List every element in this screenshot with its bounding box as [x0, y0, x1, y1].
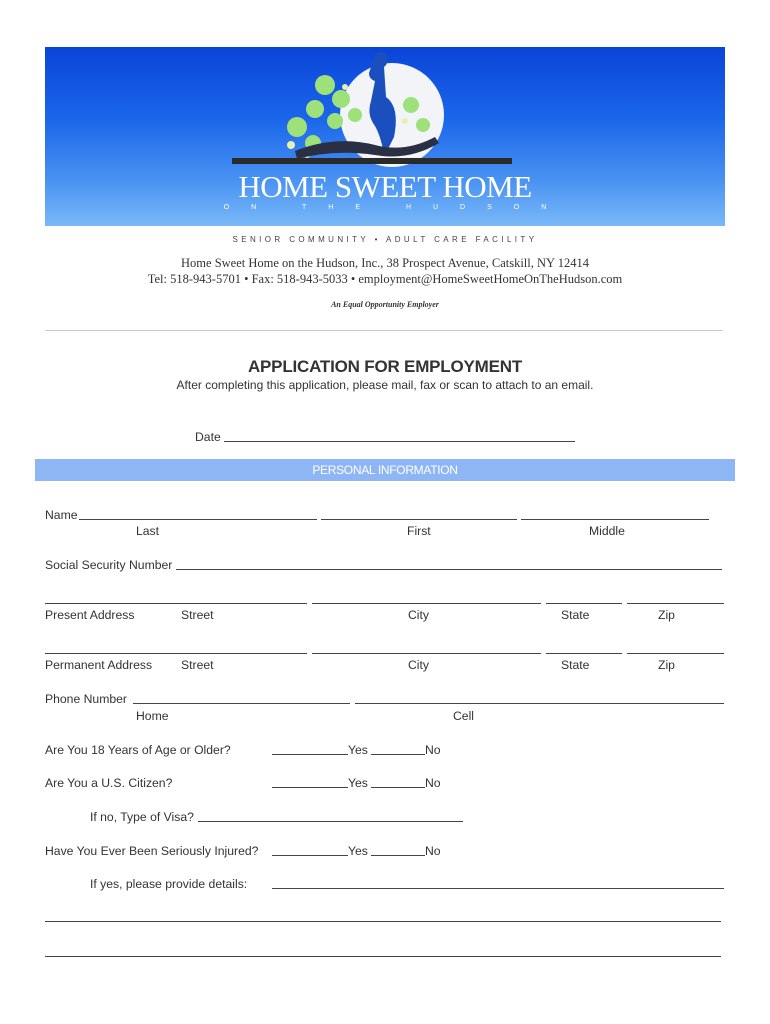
permanent-state-caption: State [561, 658, 590, 672]
injury-details-field-2[interactable] [45, 921, 721, 922]
visa-type-field[interactable] [198, 821, 463, 822]
permanent-city-field[interactable] [312, 653, 541, 654]
contact-line: Tel: 518-943-5701 • Fax: 518-943-5033 • employment@HomeSweetHomeOnTheHudson.com [147, 272, 623, 286]
citizen-yes-field[interactable] [272, 787, 348, 788]
citizen-no-field[interactable] [371, 787, 425, 788]
permanent-state-field[interactable] [546, 653, 622, 654]
present-state-caption: State [561, 608, 590, 622]
cell-phone-field[interactable] [355, 703, 724, 704]
present-city-field[interactable] [312, 603, 541, 604]
age-yes-label: Yes [348, 743, 368, 757]
equal-opportunity-note: An Equal Opportunity Employer [331, 300, 439, 309]
home-caption: Home [136, 709, 169, 723]
present-city-caption: City [408, 608, 429, 622]
present-state-field[interactable] [546, 603, 622, 604]
divider [45, 330, 723, 331]
visa-question: If no, Type of Visa? [90, 810, 194, 824]
citizen-yes-label: Yes [348, 776, 368, 790]
age-no-field[interactable] [371, 754, 425, 755]
header-banner [45, 47, 725, 226]
first-caption: First [407, 524, 431, 538]
instructions: After completing this application, please mail, fax or scan to attach to an email. [176, 378, 594, 392]
injury-no-field[interactable] [371, 855, 425, 856]
present-zip-caption: Zip [658, 608, 675, 622]
present-address-label: Present Address [45, 608, 135, 622]
first-name-field[interactable] [321, 519, 517, 520]
brand-subtitle: ON THE HUDSON [223, 204, 569, 211]
permanent-city-caption: City [408, 658, 429, 672]
address-line: Home Sweet Home on the Hudson, Inc., 38 Prospect Avenue, Catskill, NY 12414 [181, 256, 589, 270]
injury-details-label: If yes, please provide details: [90, 877, 248, 891]
permanent-zip-caption: Zip [658, 658, 675, 672]
injury-yes-label: Yes [348, 844, 368, 858]
middle-name-field[interactable] [521, 519, 709, 520]
last-caption: Last [136, 524, 160, 538]
date-label: Date [195, 430, 221, 444]
injury-question: Have You Ever Been Seriously Injured? [45, 844, 259, 858]
present-street-field[interactable] [45, 603, 307, 604]
permanent-address-label: Permanent Address [45, 658, 153, 672]
permanent-street-caption: Street [181, 658, 214, 672]
phone-label: Phone Number [45, 692, 127, 706]
citizen-no-label: No [425, 776, 441, 790]
cell-caption: Cell [453, 709, 474, 723]
ssn-label: Social Security Number [45, 558, 173, 572]
present-street-caption: Street [181, 608, 214, 622]
injury-details-field-1[interactable] [272, 888, 724, 889]
last-name-field[interactable] [79, 519, 317, 520]
permanent-street-field[interactable] [45, 653, 307, 654]
injury-no-label: No [425, 844, 441, 858]
middle-caption: Middle [589, 524, 625, 538]
age-yes-field[interactable] [272, 754, 348, 755]
section-title: PERSONAL INFORMATION [312, 463, 458, 477]
tagline: SENIOR COMMUNITY • ADULT CARE FACILITY [232, 235, 538, 244]
present-zip-field[interactable] [627, 603, 724, 604]
age-question: Are You 18 Years of Age or Older? [45, 743, 231, 757]
name-label: Name [45, 508, 78, 522]
injury-yes-field[interactable] [272, 855, 348, 856]
ssn-field[interactable] [176, 569, 722, 570]
brand-name: HOME SWEET HOME [238, 169, 532, 204]
permanent-zip-field[interactable] [627, 653, 724, 654]
date-field[interactable] [224, 441, 575, 442]
citizen-question: Are You a U.S. Citizen? [45, 776, 173, 790]
page-title: APPLICATION FOR EMPLOYMENT [247, 357, 523, 376]
age-no-label: No [425, 743, 441, 757]
section-header-personal [35, 459, 735, 481]
injury-details-field-3[interactable] [45, 956, 721, 957]
home-phone-field[interactable] [133, 703, 350, 704]
